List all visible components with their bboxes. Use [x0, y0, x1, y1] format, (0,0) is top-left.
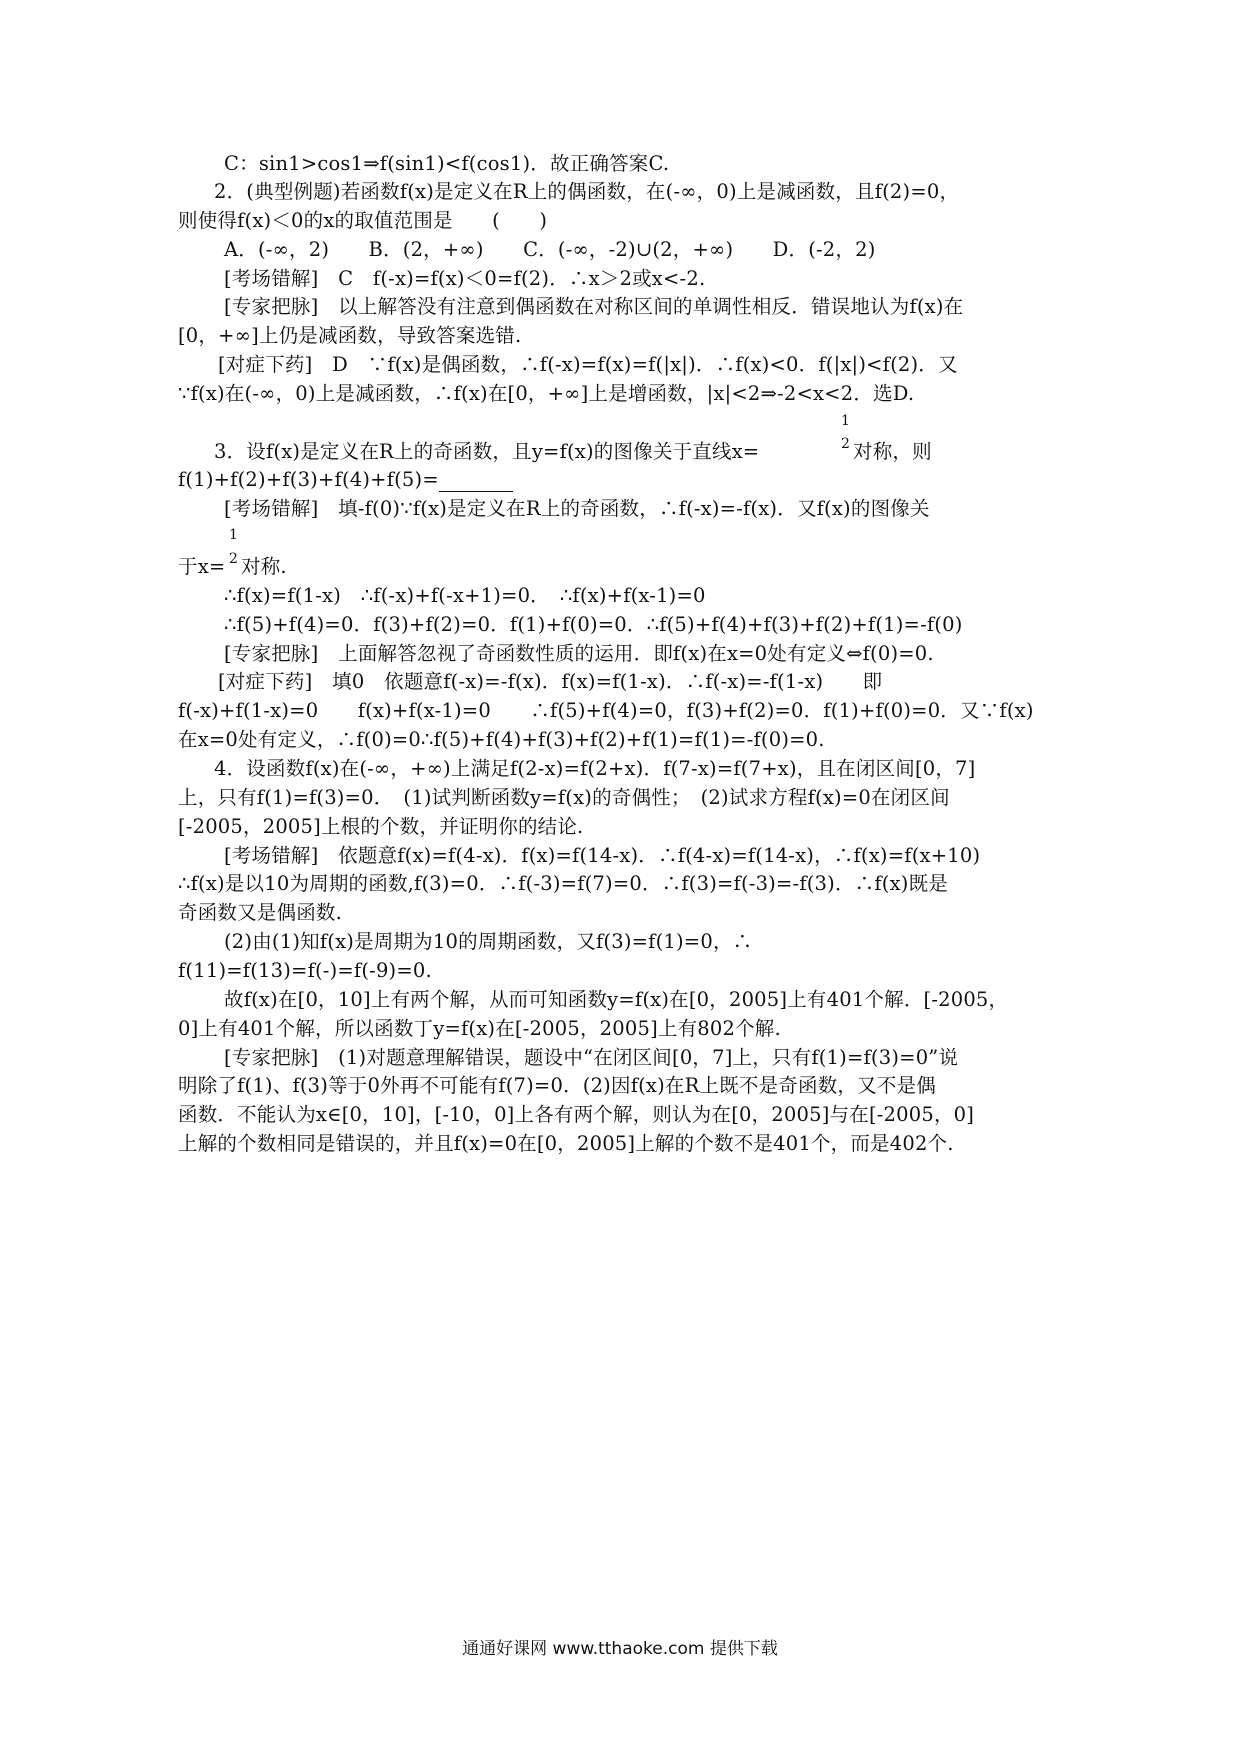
- text-line: [专家把脉] 上面解答忽视了奇函数性质的运用．即f(x)在x=0处有定义⇔f(0)=0.: [224, 642, 934, 665]
- text-line: 则使得f(x)＜0的x的取值范围是 ( ): [178, 209, 548, 232]
- text-line: 2．(典型例题)若函数f(x)是定义在R上的偶函数，在(-∞，0)上是减函数，且f(2)=0，: [214, 180, 960, 203]
- text-line: A．(-∞，2) B．(2，+∞) C．(-∞，-2)∪(2，+∞) D．(-2，2): [224, 238, 876, 261]
- text-line: 3．设f(x)是定义在R上的奇函数，且y=f(x)的图像关于直线x=: [214, 440, 760, 463]
- text-line: ∴f(5)+f(4)=0．f(3)+f(2)=0．f(1)+f(0)=0．∴f(5)+f(4)+f(3)+f(2)+f(1)=-f(0): [224, 613, 963, 636]
- text-line: [专家把脉] (1)对题意理解错误，题设中“在闭区间[0，7]上，只有f(1)=f(3)=0”说: [224, 1046, 959, 1069]
- text-line: f(-x)+f(1-x)=0 f(x)+f(x-1)=0 ∴f(5)+f(4)=0，f(3)+f(2)=0．f(1)+f(0)=0．又∵f(x): [178, 699, 1034, 722]
- text-line: [考场错解] 依题意f(x)=f(4-x)．f(x)=f(14-x)．∴f(4-x)=f(14-x)，∴f(x)=f(x+10): [224, 844, 981, 867]
- fraction-numerator: 1: [841, 413, 850, 429]
- text-line: 奇函数又是偶函数.: [178, 901, 342, 924]
- text-line: [-2005，2005]上根的个数，并证明你的结论.: [178, 815, 584, 838]
- text-line: [考场错解] 填-f(0)∵f(x)是定义在R上的奇函数，∴f(-x)=-f(x)．又f(x)的图像关: [224, 497, 930, 520]
- answer-blank-prefix: f(1)+f(2)+f(3)+f(4)+f(5)=: [178, 468, 439, 491]
- text-line: 于x=: [178, 555, 226, 578]
- page-footer: 通通好课网 www.tthaoke.com 提供下载: [462, 1639, 778, 1659]
- text-line: 对称，则: [853, 440, 932, 463]
- text-line: ∴f(x)是以10为周期的函数,f(3)=0．∴f(-3)=f(7)=0．∴f(3)=f(-3)=-f(3)．∴f(x)既是: [178, 872, 948, 895]
- text-line: ∵f(x)在(-∞，0)上是减函数，∴f(x)在[0，+∞]上是增函数，|x|<2⇒-2<x<2．选D.: [178, 382, 915, 405]
- text-line: 函数．不能认为x∈[0，10]，[-10，0]上各有两个解，则认为在[0，2005]与在[-2005，0]: [178, 1103, 975, 1126]
- text-line: 对称.: [241, 555, 287, 578]
- text-line: [0，+∞]上仍是减函数，导致答案选错.: [178, 324, 522, 347]
- text-line: 上，只有f(1)=f(3)=0． (1)试判断函数y=f(x)的奇偶性； (2)试求方程f(x)=0在闭区间: [178, 786, 950, 809]
- text-line: 0]上有401个解，所以函数丁y=f(x)在[-2005，2005]上有802个解.: [178, 1017, 781, 1040]
- text-line: (2)由(1)知f(x)是周期为10的周期函数，又f(3)=f(1)=0，∴: [224, 930, 753, 953]
- text-line: C：sin1>cos1⇒f(sin1)<f(cos1)．故正确答案C.: [224, 152, 670, 175]
- text-line: 故f(x)在[0，10]上有两个解，从而可知函数y=f(x)在[0，2005]上有401个解．[-2005，: [224, 988, 1009, 1011]
- text-line: [对症下药] 填0 依题意f(-x)=-f(x)．f(x)=f(1-x)．∴f(-x)=-f(1-x) 即: [218, 670, 883, 693]
- text-line: [对症下药] D ∵f(x)是偶函数，∴f(-x)=f(x)=f(|x|)．∴f(x)<0．f(|x|)<f(2)．又: [218, 353, 958, 376]
- answer-blank: [439, 473, 513, 492]
- text-line: 在x=0处有定义，∴f(0)=0∴f(5)+f(4)+f(3)+f(2)+f(1)=f(1)=-f(0)=0.: [178, 728, 825, 751]
- fraction-denominator: 2: [229, 551, 238, 567]
- text-line: [专家把脉] 以上解答没有注意到偶函数在对称区间的单调性相反．错误地认为f(x)在: [224, 295, 964, 318]
- fraction-numerator: 1: [229, 527, 238, 543]
- text-line: ∴f(x)=f(1-x) ∴f(-x)+f(-x+1)=0． ∴f(x)+f(x-1)=0: [224, 584, 706, 607]
- text-line: 4．设函数f(x)在(-∞，+∞)上满足f(2-x)=f(2+x)．f(7-x)=f(7+x)，且在闭区间[0，7]: [214, 757, 976, 780]
- fraction-denominator: 2: [841, 436, 850, 452]
- text-line: [178, 468, 513, 492]
- text-line: f(11)=f(13)=f(-)=f(-9)=0.: [178, 959, 432, 982]
- text-line: 明除了f(1)、f(3)等于0外再不可能有f(7)=0．(2)因f(x)在R上既不是奇函数，又不是偶: [178, 1074, 936, 1097]
- text-line: [考场错解] C f(-x)=f(x)＜0=f(2)．∴x＞2或x<-2.: [224, 267, 706, 290]
- text-line: 上解的个数相同是错误的，并且f(x)=0在[0，2005]上解的个数不是401个，而是402个.: [178, 1132, 954, 1155]
